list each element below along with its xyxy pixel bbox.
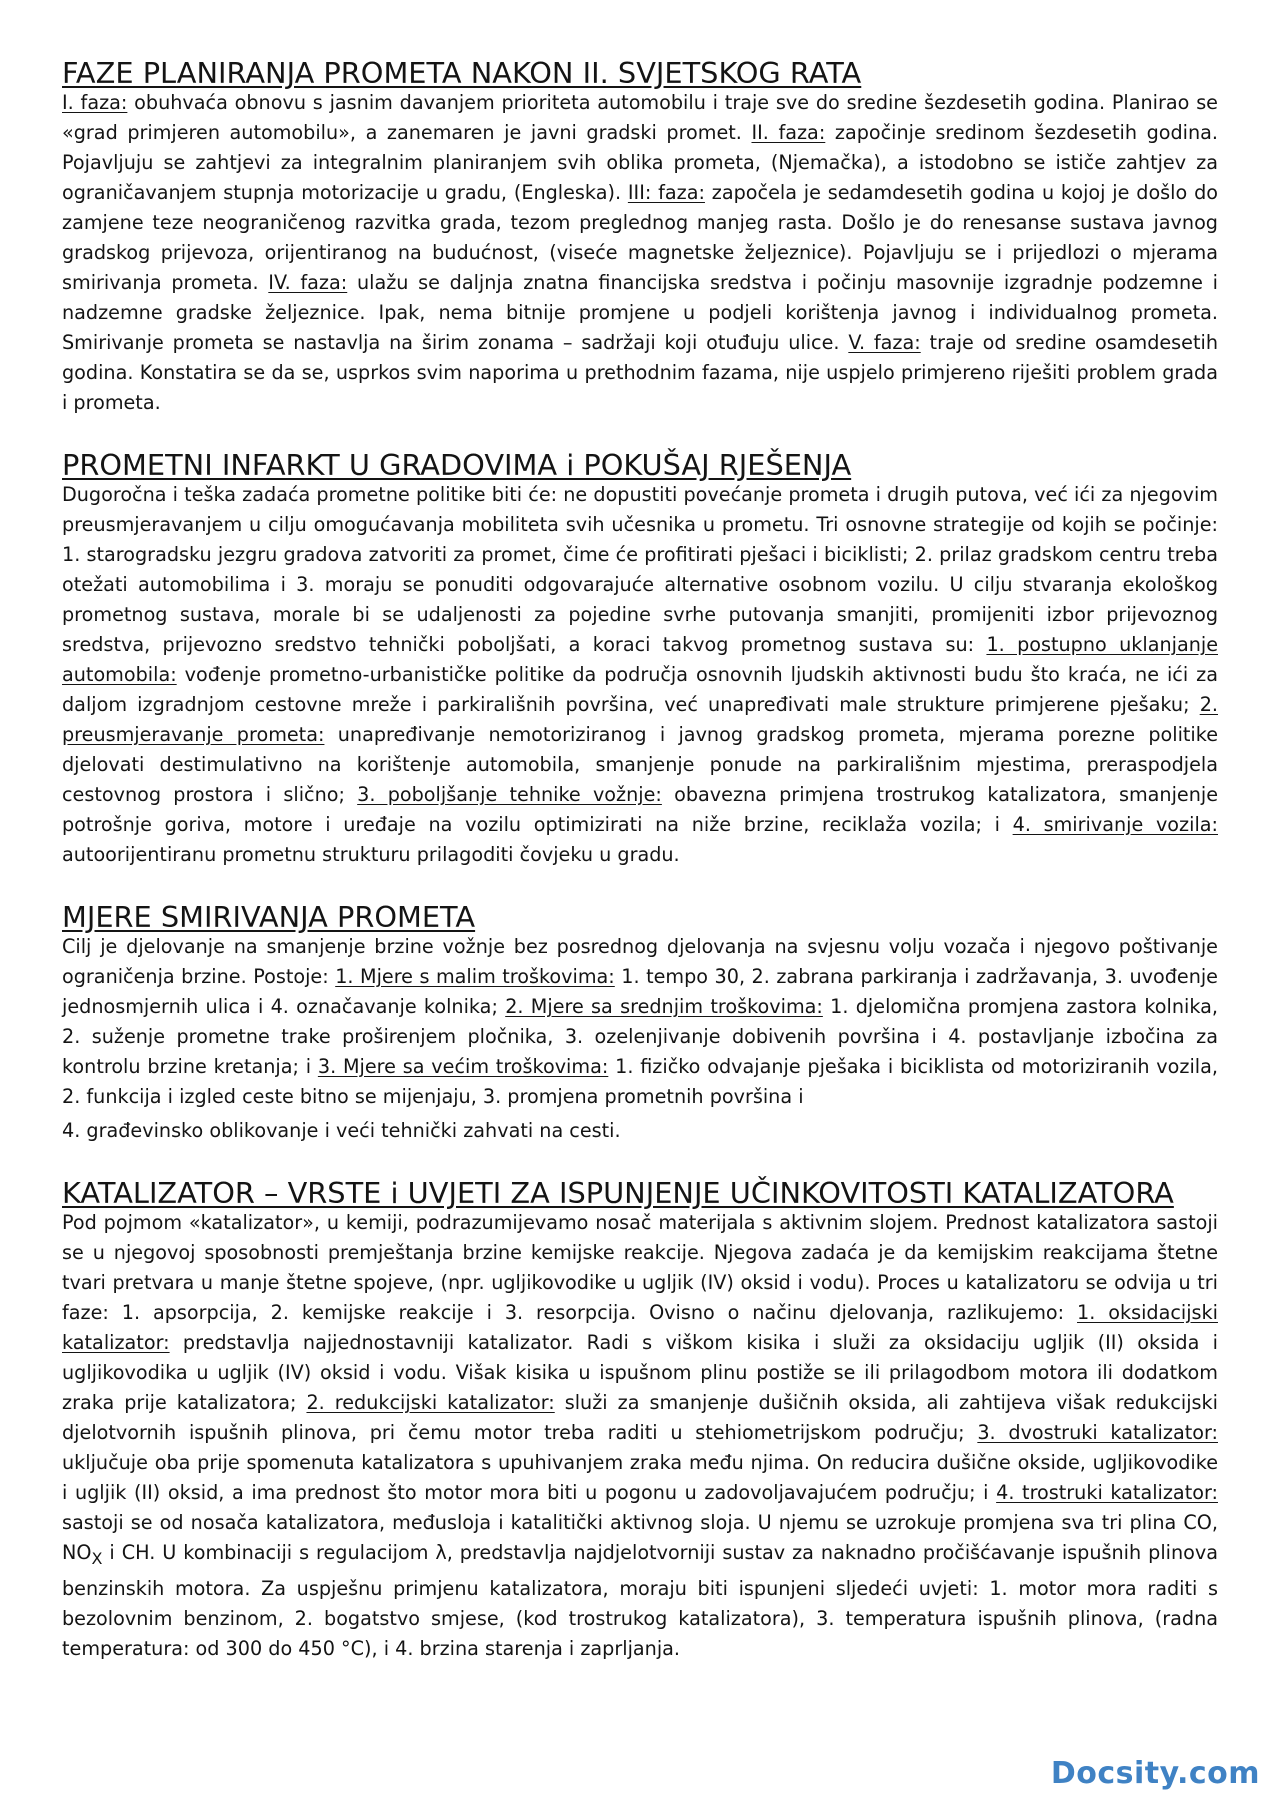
section-heading: MJERE SMIRIVANJA PROMETA bbox=[62, 900, 476, 934]
phase-label: II. faza: bbox=[751, 121, 826, 144]
docsity-watermark: Docsity.com bbox=[1050, 1756, 1260, 1791]
measure-label: 3. Mjere sa većim troškovima: bbox=[317, 1055, 609, 1078]
catalyst-label: 2. redukcijski katalizator: bbox=[306, 1391, 555, 1414]
text: vođenje prometno-urbanističke politike da područja osnovnih ljudskih aktivnosti budu što kraća, ne ići za daljom izgradnjom cestovne mreže i parkirališnih površina, već unapređivati male strukture primjerene pješaku; bbox=[62, 663, 1218, 716]
section-heading: FAZE PLANIRANJA PROMETA NAKON II. SVJETSKOG RATA bbox=[62, 56, 862, 90]
step-label: 4. smirivanje vozila: bbox=[1012, 813, 1218, 836]
text: Dugoročna i teška zadaća prometne politike biti će: ne dopustiti povećanje prometa i drugih putova, već ići za njegovim preusmjeravanjem u cilju omogućavanja mobiliteta svih učesnika u prometu. Tri osnovne strategije od kojih se počinje: 1. starogradsku jezgru gradova zatvoriti za promet, čime će profitirati pješaci i biciklisti; 2. prilaz gradskom centru treba otežati automobilima i 3. moraju se ponuditi odgovarajuće alternative osobnom vozilu. U cilju stvaranja ekološkog prometnog sustava, morale bi se udaljenosti za pojedine svrhe putovanja smanjiti, promijeniti izbor prijevoznog sredstva, prijevozno sredstvo tehnički poboljšati, a koraci takvog prometnog sustava su: bbox=[62, 483, 1218, 656]
catalyst-label: 1. oksidacijski katalizator: bbox=[62, 1301, 1218, 1354]
text: predstavlja najjednostavniji katalizator. Radi s viškom kisika i služi za oksidaciju ugljik (II) oksida i ugljikovodika u ugljik (IV) oksid i vodu. Višak kisika u ispušnom plinu postiže se ili prilagodbom motora ili dodatkom zraka prije katalizatora; bbox=[62, 1331, 1218, 1414]
text: 1. djelomična promjena zastora kolnika, 2. suženje prometne trake proširenjem pločnika, 3. ozelenjivanje dobivenih površina i 4. postavljanje izbočina za kontrolu brzine kretanja; i bbox=[62, 995, 1218, 1078]
text: 1. tempo 30, 2. zabrana parkiranja i zadržavanja, 3. uvođenje jednosmjernih ulica i 4. označavanje kolnika; bbox=[62, 965, 1218, 1018]
text: unapređivanje nemotoriziranog i javnog gradskog prometa, mjerama porezne politike djelovati destimulativno na korištenje automobila, smanjenje ponude na parkirališnim mjestima, preraspodjela cestovnog prostora i slično; bbox=[62, 723, 1218, 806]
catalyst-label: 3. dvostruki katalizator: bbox=[977, 1421, 1218, 1444]
text: ulažu se daljnja znatna financijska sredstva i počinju masovnije izgradnje podzemne i nadzemne gradske željeznice. Ipak, nema bitnije promjene u podjeli korištenja javnog i individualnog prometa. Smirivanje prometa se nastavlja na širim zonama – sadržaji koji otuđuju ulice. bbox=[62, 271, 1218, 354]
phase-label: IV. faza: bbox=[268, 271, 348, 294]
section-heading: KATALIZATOR – VRSTE i UVJETI ZA ISPUNJENJE UČINKOVITOSTI KATALIZATORA bbox=[62, 1176, 1174, 1210]
paragraph bbox=[62, 1208, 1218, 1664]
phase-label: III: faza: bbox=[627, 181, 705, 204]
text: obavezna primjena trostrukog katalizatora, smanjenje potrošnje goriva, motore i uređaje na vozilu optimizirati na niže brzine, reciklaža vozila; i bbox=[62, 783, 1219, 836]
text: autoorijentiranu prometnu strukturu prilagoditi čovjeku u gradu. bbox=[62, 843, 680, 866]
paragraph bbox=[62, 932, 1218, 1112]
text: služi za smanjenje dušičnih oksida, ali zahtijeva višak redukcijski djelotvornih ispušnih plinova, pri čemu motor treba raditi u stehiometrijskom području; bbox=[62, 1391, 1218, 1444]
measure-label: 2. Mjere sa srednjim troškovima: bbox=[505, 995, 823, 1018]
text: sastoji se od nosača katalizatora, međusloja i katalitički aktivnog sloja. U njemu se uzrokuje promjena sva tri plina CO, NO bbox=[62, 1511, 1218, 1564]
text: Pod pojmom «katalizator», u kemiji, podrazumijevamo nosač materijala s aktivnim slojem. Prednost katalizatora sastoji se u njegovoj sposobnosti premještanja brzine kemijske reakcije. Njegova zadaća je da kemijskim reakcijama štetne tvari pretvara u manje štetne spojeve, (npr. ugljikovodike u ugljik (IV) oksid i vodu). Proces u katalizatoru se odvija u tri faze: 1. apsorpcija, 2. kemijske reakcije i 3. resorpcija. Ovisno o načinu djelovanja, razlikujemo: bbox=[62, 1211, 1218, 1324]
phase-label: I. faza: bbox=[62, 91, 128, 114]
step-label: 1. postupno uklanjanje automobila: bbox=[62, 633, 1218, 686]
text: Cilj je djelovanje na smanjenje brzine vožnje bez posrednog djelovanja na svjesnu volju vozača i njegovo poštivanje ograničenja brzine. Postoje: bbox=[62, 935, 1218, 988]
text: i CH. U kombinaciji s regulacijom λ, predstavlja najdjelotvorniji sustav za naknadno pročišćavanje ispušnih plinova benzinskih motora. Za uspješnu primjenu katalizatora, moraju biti ispunjeni sljedeći uvjeti: 1. motor mora raditi s bezolovnim benzinom, 2. bogatstvo smjese, (kod trostrukog katalizatora), 3. temperatura ispušnih plinova, (radna temperatura: od 300 do 450 °C), i 4. brzina starenja i zaprljanja. bbox=[62, 1541, 1218, 1660]
text: traje od sredine osamdesetih godina. Konstatira se da se, usprkos svim naporima u prethodnim fazama, nije uspjelo primjereno riješiti problem grada i prometa. bbox=[62, 331, 1218, 414]
paragraph: 4. građevinsko oblikovanje i veći tehnički zahvati na cesti. bbox=[62, 1119, 621, 1142]
section-katalizator bbox=[62, 1178, 1218, 1664]
text: uključuje oba prije spomenuta katalizatora s upuhivanjem zraka među njima. On reducira dušične okside, ugljikovodike i ugljik (II) oksid, a ima prednost što motor mora biti u pogonu u zadovoljavajućem području; i bbox=[62, 1451, 1218, 1504]
step-label: 2. preusmjeravanje prometa: bbox=[62, 693, 1218, 746]
text: započela je sedamdesetih godina u kojoj je došlo do zamjene teze neograničenog razvitka grada, tezom preglednog manjeg rasta. Došlo je do renesanse sustava javnog gradskog prijevoza, orijentiranog na budućnost, (viseće magnetske željeznice). Pojavljuju se i prijedlozi o mjerama smirivanja prometa. bbox=[62, 181, 1218, 294]
paragraph bbox=[62, 480, 1218, 870]
phase-label: V. faza: bbox=[848, 331, 921, 354]
text: 1. fizičko odvajanje pješaka i biciklista od motoriziranih vozila, 2. funkcija i izgled ceste bitno se mijenjaju, 3. promjena prometnih površina i bbox=[62, 1055, 1218, 1108]
measure-label: 1. Mjere s malim troškovima: bbox=[335, 965, 615, 988]
text: započinje sredinom šezdesetih godina. Pojavljuju se zahtjevi za integralnim planiranjem svih oblika prometa, (Njemačka), a istodobno se ističe zahtjev za ograničavanjem stupnja motorizacije u gradu, (Engleska). bbox=[62, 121, 1219, 204]
section-prometni-infarkt bbox=[62, 450, 1218, 870]
paragraph bbox=[62, 88, 1218, 418]
section-heading: PROMETNI INFARKT U GRADOVIMA i POKUŠAJ RJEŠENJA bbox=[62, 448, 852, 482]
section-mjere-smirivanja bbox=[62, 902, 1218, 1146]
text: obuhvaća obnovu s jasnim davanjem prioriteta automobilu i traje sve do sredine šezdesetih godina. Planirao se «grad primjeren automobilu», a zanemaren je javni gradski promet. bbox=[62, 91, 1218, 144]
subscript: X bbox=[91, 1548, 103, 1568]
section-faze-planiranja bbox=[62, 58, 1218, 418]
step-label: 3. poboljšanje tehnike vožnje: bbox=[357, 783, 662, 806]
document-page bbox=[62, 58, 1218, 1696]
catalyst-label: 4. trostruki katalizator: bbox=[996, 1481, 1218, 1504]
